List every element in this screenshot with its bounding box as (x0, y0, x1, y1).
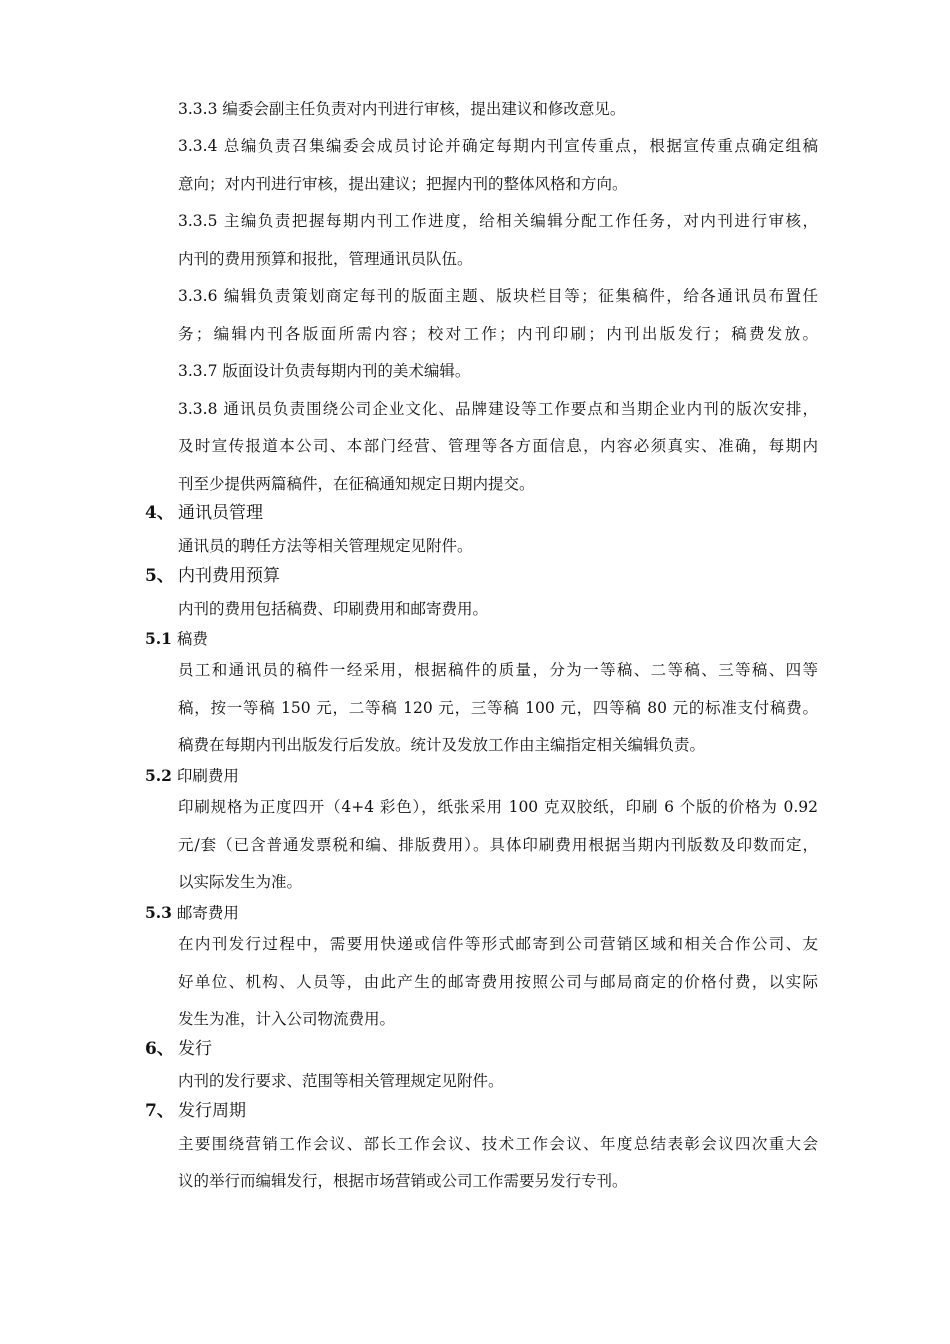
section-7-heading (145, 1100, 246, 1122)
subsection-5-1-heading (145, 629, 208, 649)
paragraph-3-3-8-line-3: 刊至少提供两篇稿件，在征稿通知规定日期内提交。 (178, 475, 535, 493)
section-7-line-2: 议的举行而编辑发行，根据市场营销或公司工作需要另发行专刊。 (178, 1172, 628, 1190)
section-4-title: 通讯员管理 (178, 503, 263, 523)
paragraph-3-3-5-line-2: 内刊的费用预算和报批，管理通讯员队伍。 (178, 250, 473, 268)
paragraph-3-3-7: 3.3.7 版面设计负责每期内刊的美术编辑。 (178, 362, 471, 380)
section-6-body: 内刊的发行要求、范围等相关管理规定见附件。 (178, 1072, 504, 1090)
section-4-body: 通讯员的聘任方法等相关管理规定见附件。 (178, 537, 473, 555)
subsection-5-2-line-1: 印刷规格为正度四开（4+4 彩色），纸张采用 100 克双胶纸，印刷 6 个版的价格为 0.92 (178, 798, 818, 816)
section-6-number: 6、 (145, 1039, 174, 1059)
section-7-title: 发行周期 (178, 1101, 246, 1121)
subsection-5-3-heading (145, 903, 239, 923)
subsection-5-1-line-3: 稿费在每期内刊出版发行后发放。统计及发放工作由主编指定相关编辑负责。 (178, 736, 706, 754)
section-5-number: 5、 (145, 566, 174, 586)
subsection-5-3-line-2: 好单位、机构、人员等，由此产生的邮寄费用按照公司与邮局商定的价格付费，以实际 (178, 973, 818, 991)
subsection-5-2-number: 5.2 (145, 766, 172, 785)
paragraph-3-3-6-line-1: 3.3.6 编辑负责策划商定每刊的版面主题、版块栏目等；征集稿件，给各通讯员布置任 (178, 287, 818, 305)
paragraph-3-3-8-line-2: 及时宣传报道本公司、本部门经营、管理等各方面信息，内容必须真实、准确，每期内 (178, 437, 818, 455)
subsection-5-3-line-1: 在内刊发行过程中，需要用快递或信件等形式邮寄到公司营销区域和相关合作公司、友 (178, 935, 818, 953)
subsection-5-1-number: 5.1 (145, 629, 172, 648)
section-7-line-1: 主要围绕营销工作会议、部长工作会议、技术工作会议、年度总结表彰会议四次重大会 (178, 1135, 818, 1153)
section-5-title: 内刊费用预算 (178, 566, 280, 586)
subsection-5-3-line-3: 发生为准，计入公司物流费用。 (178, 1010, 396, 1028)
section-6-title: 发行 (178, 1039, 212, 1059)
section-4-heading (145, 502, 263, 524)
paragraph-3-3-8-line-1: 3.3.8 通讯员负责围绕公司企业文化、品牌建设等工作要点和当期企业内刊的版次安排， (178, 400, 818, 418)
subsection-5-2-line-2: 元/套（已含普通发票税和编、排版费用）。具体印刷费用根据当期内刊版数及印数而定， (178, 836, 818, 854)
subsection-5-2-line-3: 以实际发生为准。 (178, 873, 303, 891)
paragraph-3-3-4-line-1: 3.3.4 总编负责召集编委会成员讨论并确定每期内刊宣传重点，根据宣传重点确定组稿 (178, 137, 818, 155)
subsection-5-3-number: 5.3 (145, 903, 172, 922)
paragraph-3-3-6-line-2: 务；编辑内刊各版面所需内容；校对工作；内刊印刷；内刊出版发行；稿费发放。 (178, 325, 818, 343)
section-6-heading (145, 1038, 212, 1060)
paragraph-3-3-3: 3.3.3 编委会副主任负责对内刊进行审核，提出建议和修改意见。 (178, 100, 626, 118)
subsection-5-3-title: 邮寄费用 (176, 904, 239, 922)
paragraph-3-3-4-line-2: 意向；对内刊进行审核，提出建议；把握内刊的整体风格和方向。 (178, 175, 628, 193)
subsection-5-2-title: 印刷费用 (176, 767, 239, 785)
section-4-number: 4、 (145, 503, 174, 523)
section-5-body: 内刊的费用包括稿费、印刷费用和邮寄费用。 (178, 600, 489, 618)
section-7-number: 7、 (145, 1101, 174, 1121)
section-5-heading (145, 565, 280, 587)
subsection-5-1-line-1: 员工和通讯员的稿件一经采用，根据稿件的质量，分为一等稿、二等稿、三等稿、四等 (178, 661, 818, 679)
subsection-5-2-heading (145, 766, 239, 786)
subsection-5-1-title: 稿费 (176, 630, 208, 648)
paragraph-3-3-5-line-1: 3.3.5 主编负责把握每期内刊工作进度，给相关编辑分配工作任务，对内刊进行审核， (178, 212, 818, 230)
subsection-5-1-line-2: 稿，按一等稿 150 元，二等稿 120 元，三等稿 100 元，四等稿 80 元的标准支付稿费。 (178, 699, 818, 717)
